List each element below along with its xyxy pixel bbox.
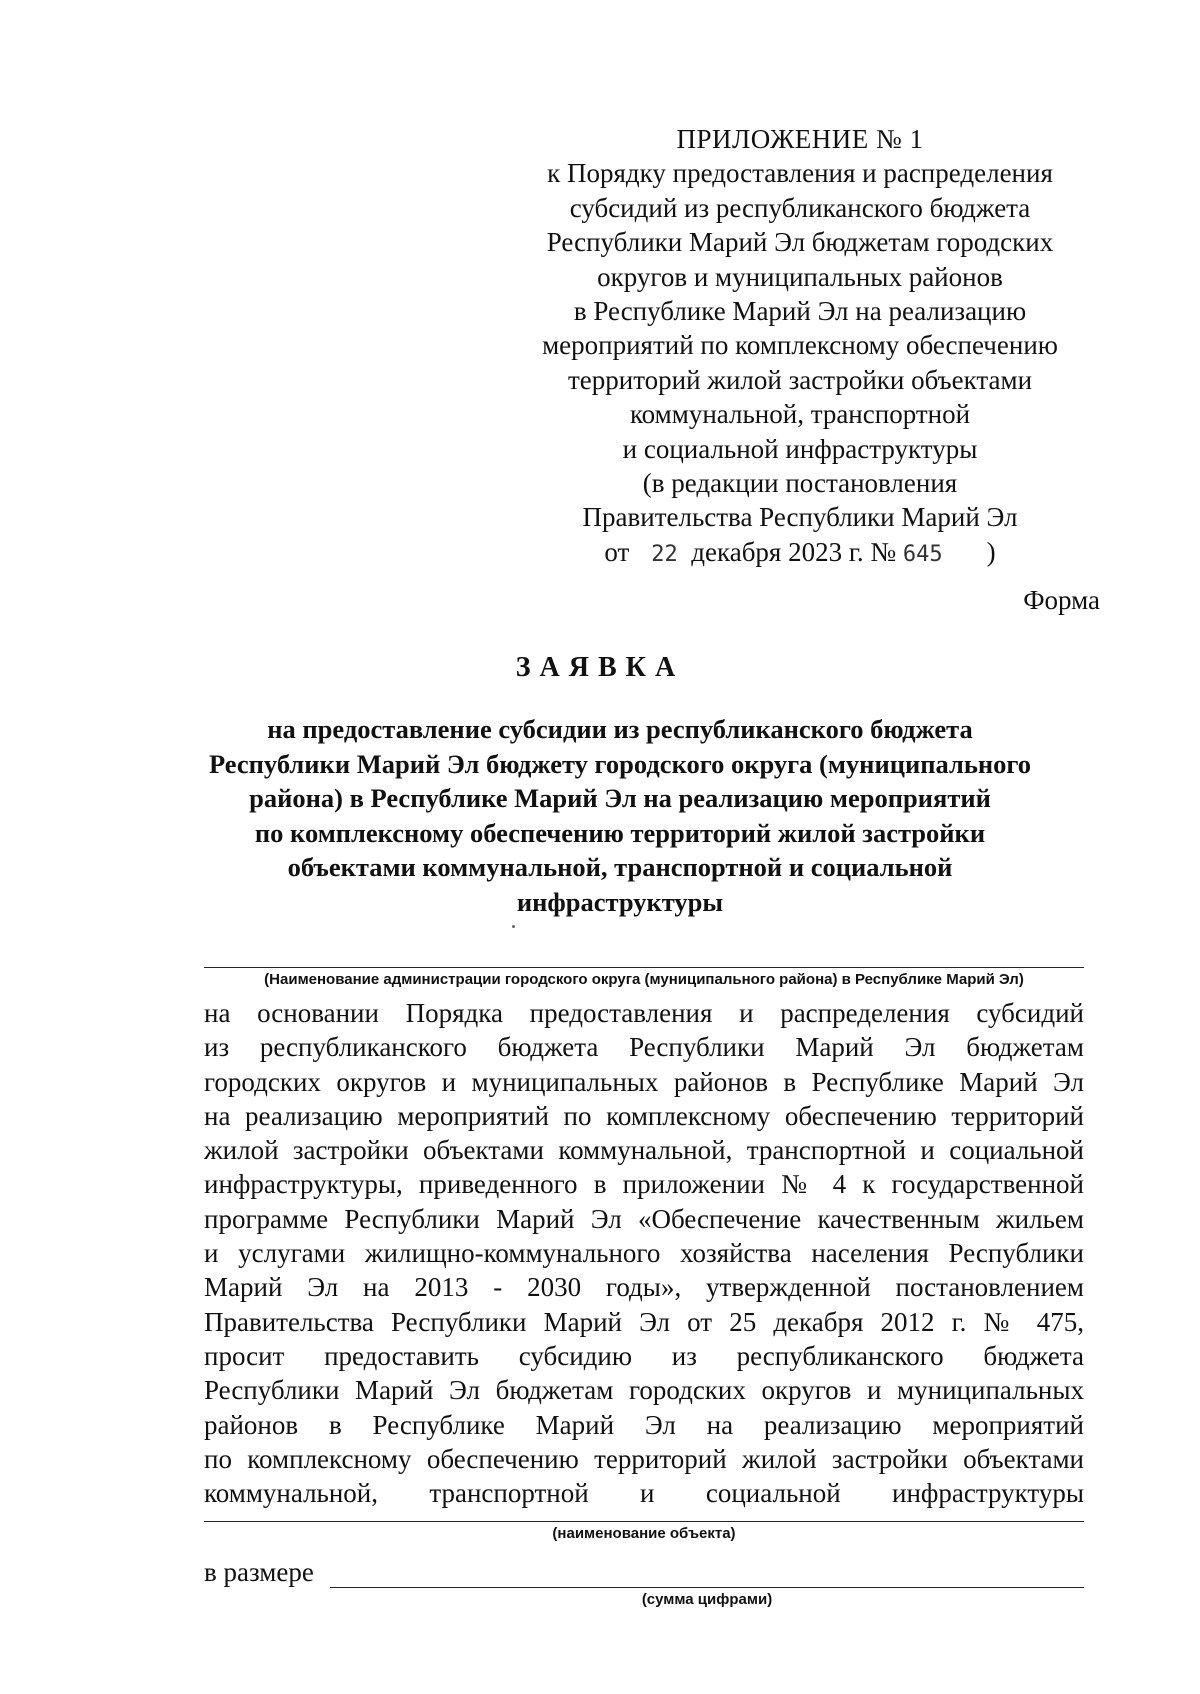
body-line: программе Республики Марий Эл «Обеспечение качественным жильем <box>204 1203 1084 1234</box>
admin-name-caption: (Наименование администрации городского округа (муниципального района) в Республике Марий Эл) <box>264 971 1024 988</box>
amount-caption: (сумма цифрами) <box>641 1591 773 1608</box>
body-line: Марий Эл на 2013 - 2030 годы», утвержденной постановлением <box>204 1272 1084 1303</box>
body-line: из республиканского бюджета Республики Марий Эл бюджетам <box>204 1032 1084 1063</box>
body-line: Правительства Республики Марий Эл от 25 декабря 2012 г. № 475, <box>204 1306 1084 1337</box>
body-line: на реализацию мероприятий по комплексному обеспечению территорий <box>204 1100 1084 1131</box>
object-name-field-line[interactable] <box>204 1521 1084 1522</box>
amount-label: в размере <box>204 1557 314 1587</box>
appendix-line: (в редакции постановления <box>642 468 958 499</box>
heading-line: Республики Марий Эл бюджету городского округа (муниципального <box>208 748 1032 779</box>
body-line: и услугами жилищно-коммунального хозяйства населения Республики <box>204 1238 1084 1269</box>
date-suffix: ) <box>986 536 996 567</box>
heading-line: по комплексному обеспечению территорий жилой застройки <box>254 817 986 848</box>
heading-line: инфраструктуры <box>516 886 724 917</box>
date-prefix: от <box>604 536 630 567</box>
heading-line: объектами коммунальной, транспортной и социальной <box>287 852 953 882</box>
body-line: Республики Марий Эл бюджетам городских округов и муниципальных <box>204 1375 1084 1406</box>
appendix-line: Республики Марий Эл бюджетам городских <box>546 227 1054 258</box>
form-label: Форма <box>1023 585 1100 615</box>
body-line: коммунальной, транспортной и социальной инфраструктуры <box>204 1478 1084 1509</box>
admin-name-field-line[interactable] <box>204 967 1084 968</box>
appendix-line: округов и муниципальных районов <box>597 261 1003 292</box>
appendix-line: коммунальной, транспортной <box>629 399 971 430</box>
date-middle: декабря 2023 г. № <box>691 536 897 567</box>
appendix-line: субсидий из республиканского бюджета <box>569 192 1031 223</box>
object-name-caption: (наименование объекта) <box>552 1525 736 1542</box>
date-day: 22 <box>651 541 678 567</box>
appendix-line: мероприятий по комплексному обеспечению <box>542 330 1058 361</box>
document-title: ЗАЯВКА <box>515 652 685 683</box>
heading-line: на предоставление субсидии из республиканского бюджета <box>267 714 973 744</box>
heading-line: района) в Республике Марий Эл на реализацию мероприятий <box>249 783 991 813</box>
resolution-number: 645 <box>902 541 943 567</box>
appendix-title: ПРИЛОЖЕНИЕ № 1 <box>676 124 924 154</box>
amount-field-line[interactable] <box>330 1587 1084 1588</box>
document-heading <box>150 712 1090 919</box>
body-line: просит предоставить субсидию из республиканского бюджета <box>204 1340 1084 1371</box>
appendix-line: к Порядку предоставления и распределения <box>547 158 1053 189</box>
appendix-line: Правительства Республики Марий Эл <box>582 502 1018 533</box>
body-line: жилой застройки объектами коммунальной, транспортной и социальной <box>204 1135 1084 1166</box>
appendix-line: и социальной инфраструктуры <box>622 433 978 464</box>
body-line: на основании Порядка предоставления и распределения субсидий <box>204 998 1084 1028</box>
body-line: инфраструктуры, приведенного в приложении № 4 к государственной <box>204 1169 1084 1200</box>
body-line: по комплексному обеспечению территорий жилой застройки объектами <box>204 1443 1084 1474</box>
resolution-date-line <box>525 535 1075 572</box>
body-line: районов в Республике Марий Эл на реализацию мероприятий <box>204 1409 1084 1440</box>
appendix-header <box>525 122 1075 572</box>
appendix-line: территорий жилой застройки объектами <box>567 364 1033 395</box>
body-paragraph <box>204 996 1084 1510</box>
scan-speck <box>512 925 515 928</box>
body-line: городских округов и муниципальных районов в Республике Марий Эл <box>204 1066 1084 1097</box>
appendix-line: в Республике Марий Эл на реализацию <box>573 296 1027 327</box>
